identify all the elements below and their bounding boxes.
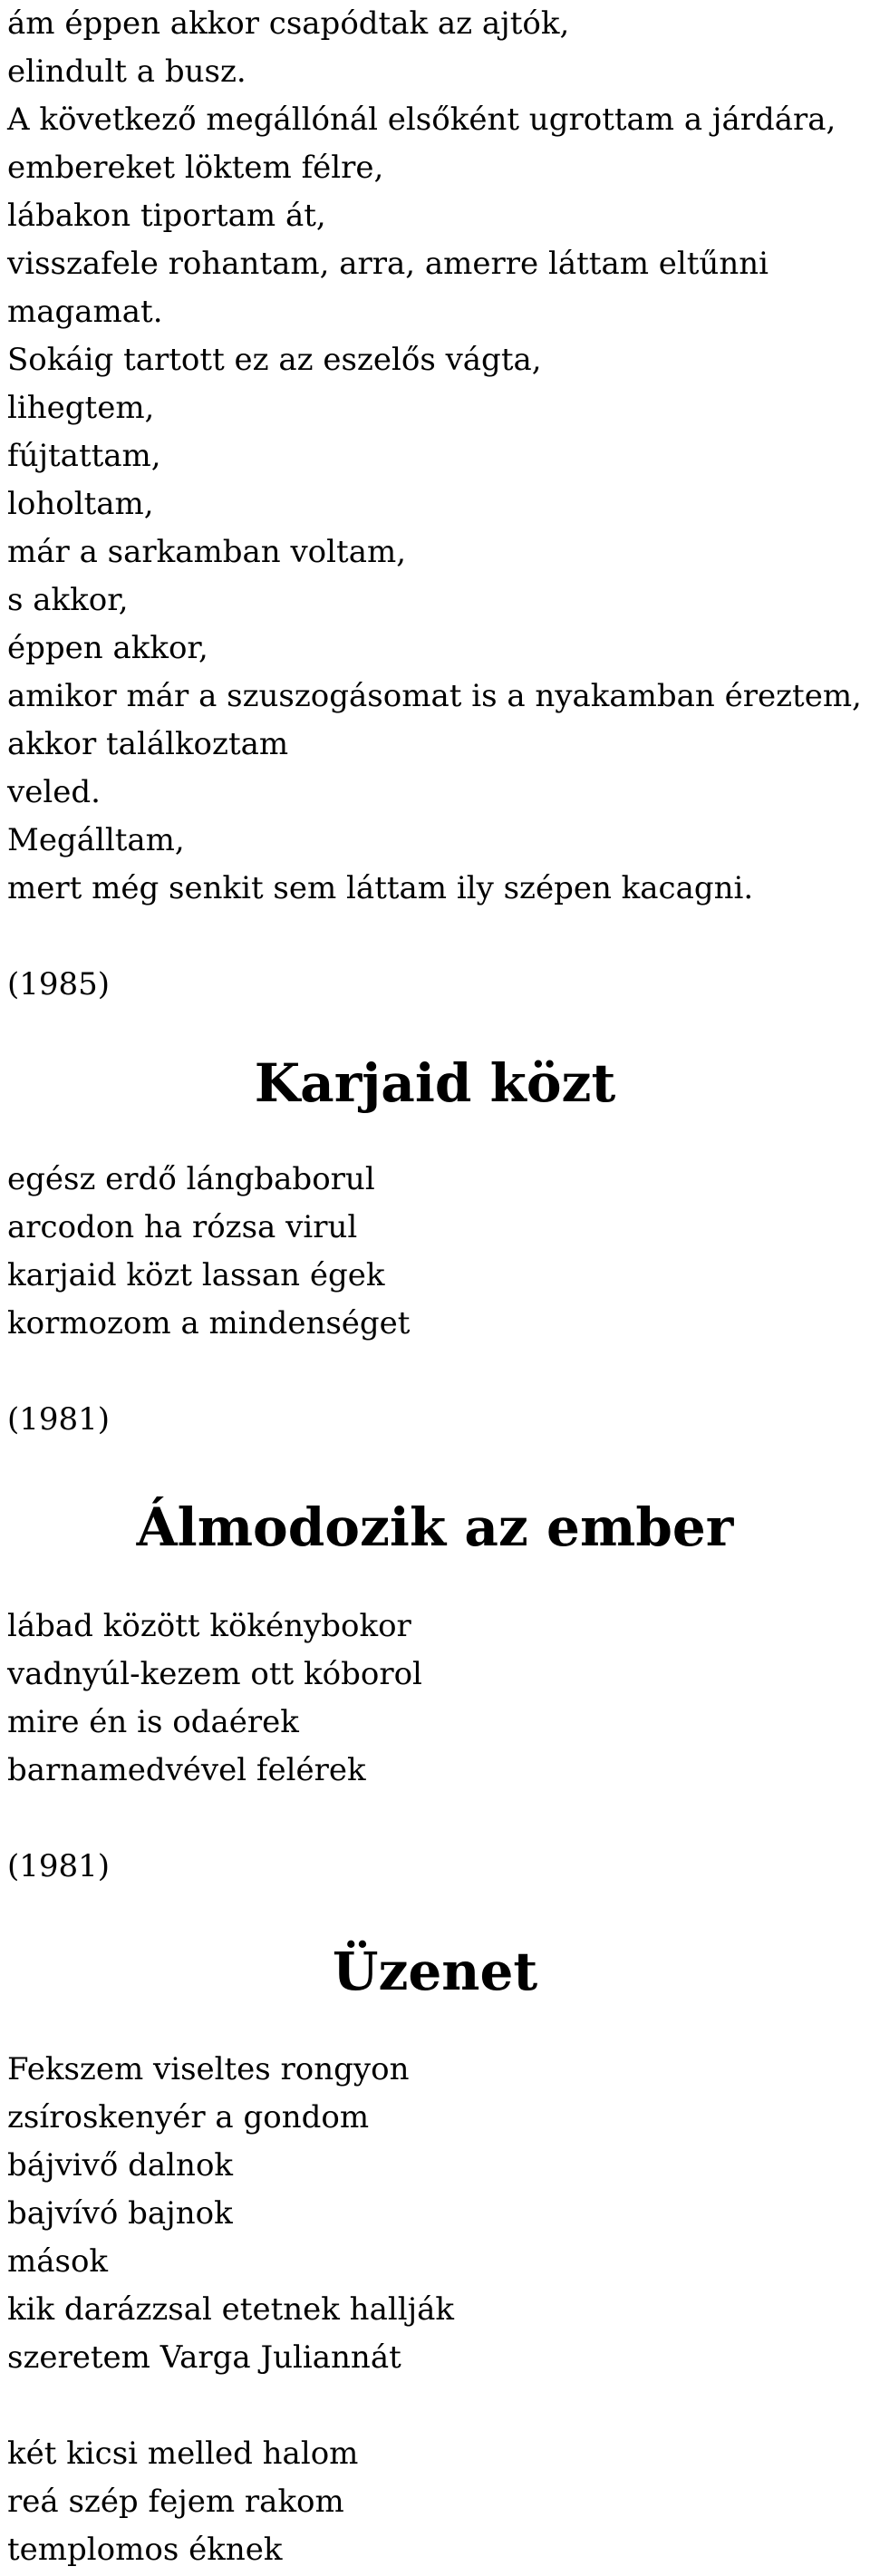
poem-line: szeretem Varga Juliannát <box>7 2339 401 2376</box>
poem-line: Megálltam, <box>7 822 185 858</box>
poem-line: visszafele rohantam, arra, amerre láttam eltűnni <box>7 246 768 282</box>
poem-year: (1981) <box>7 1848 111 1884</box>
poem-line: már a sarkamban voltam, <box>7 534 407 570</box>
poem-line: bajvívó bajnok <box>7 2195 233 2232</box>
poem-line: barnamedvével felérek <box>7 1752 366 1788</box>
poem-line: lihegtem, <box>7 390 155 426</box>
poem-line: reá szép fejem rakom <box>7 2484 344 2520</box>
poem-title: Karjaid közt <box>254 1052 616 1114</box>
poem-line: amikor már a szuszogásomat is a nyakamban éreztem, <box>7 678 862 714</box>
poem-line: akkor találkoztam <box>7 726 289 762</box>
poem-title: Álmodozik az ember <box>136 1496 734 1558</box>
poem-line: zsíroskenyér a gondom <box>7 2099 370 2135</box>
poem-line: loholtam, <box>7 486 154 522</box>
poem-line: vadnyúl-kezem ott kóborol <box>7 1656 422 1692</box>
poem-line: éppen akkor, <box>7 630 208 666</box>
poem-line: mire én is odaérek <box>7 1704 299 1740</box>
poem-line: fújtattam, <box>7 438 161 474</box>
poem-line: A következő megállónál elsőként ugrottam a járdára, <box>7 102 836 138</box>
poem-line: lábakon tiportam át, <box>7 198 326 234</box>
poem-karjaid-kozt <box>7 1156 410 1444</box>
poem-line: mások <box>7 2243 109 2280</box>
poem-line: ám éppen akkor csapódtak az ajtók, <box>7 5 570 42</box>
poem-line: két kicsi melled halom <box>7 2436 359 2472</box>
poem-line: s akkor, <box>7 582 129 618</box>
poem-line: Fekszem viseltes rongyon <box>7 2051 410 2087</box>
poem-line: embereket löktem félre, <box>7 150 384 186</box>
poem-line: lábad között kökénybokor <box>7 1608 411 1644</box>
poem-line: kik darázzsal etetnek hallják <box>7 2291 454 2328</box>
poem-line: kormozom a mindenséget <box>7 1305 411 1341</box>
poem-line: veled. <box>7 774 101 810</box>
poem-line: magamat. <box>7 294 163 330</box>
poem-line: egész erdő lángbaborul <box>7 1161 375 1197</box>
poem-line: elindult a busz. <box>7 53 246 90</box>
poem-line: karjaid közt lassan égek <box>7 1257 385 1293</box>
poem-line: mert még senkit sem láttam ily szépen kacagni. <box>7 870 754 906</box>
poem-line: arcodon ha rózsa virul <box>7 1209 358 1245</box>
poem-uzenet <box>7 2046 454 2574</box>
poem-title: Üzenet <box>332 1941 538 2002</box>
poem-line: Sokáig tartott ez az eszelős vágta, <box>7 342 542 378</box>
stanza-gap <box>7 2382 454 2430</box>
poem-continuation <box>7 0 862 1009</box>
poem-almodozik <box>7 1603 422 1891</box>
poem-year: (1985) <box>7 966 111 1002</box>
poem-year: (1981) <box>7 1401 111 1438</box>
poem-line: templomos éknek <box>7 2532 283 2568</box>
poem-line: bájvivő dalnok <box>7 2147 234 2184</box>
